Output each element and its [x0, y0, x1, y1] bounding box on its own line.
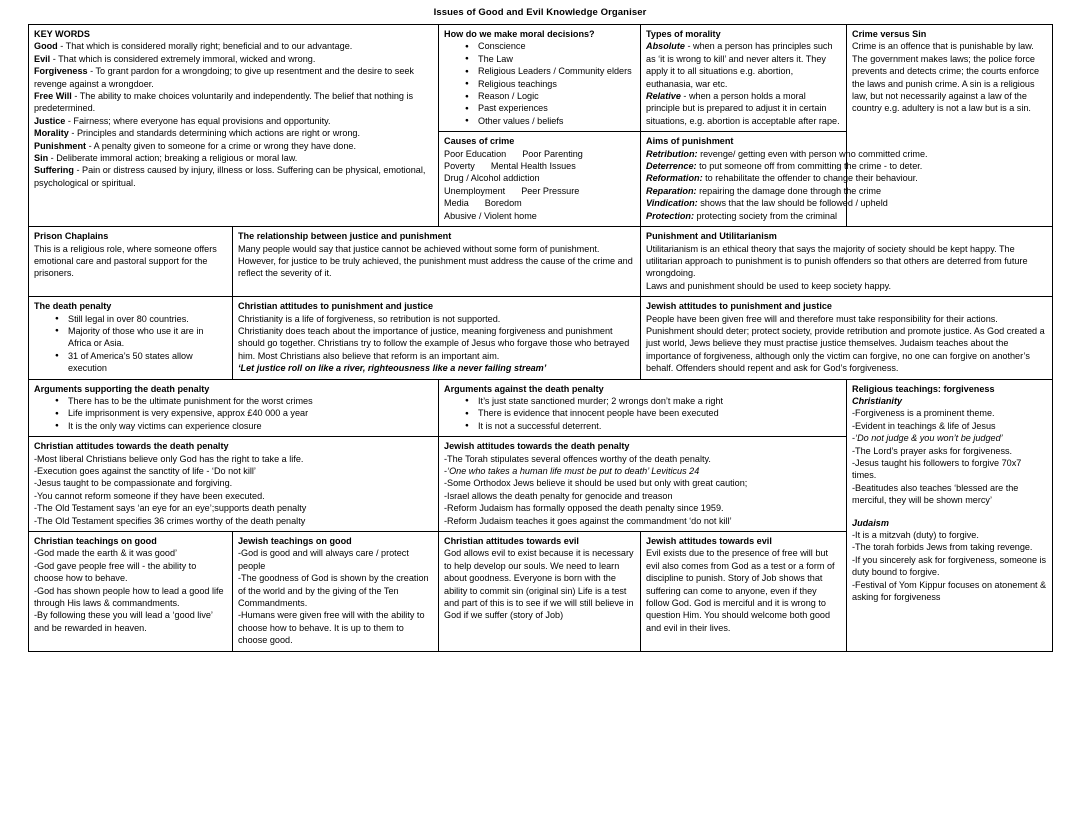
list-item: ● It’s just state sanctioned murder; 2 wrongs don’t make a right — [478, 395, 841, 407]
cause-item: Mental Health Issues — [490, 161, 576, 172]
scripture-quote: ‘Do not judge & you won’t be judged’ — [855, 433, 1003, 444]
list-item — [34, 164, 433, 189]
list-item: -You cannot reform someone if they have been executed. — [34, 490, 265, 501]
key-word-term: Evil — [34, 53, 51, 64]
list-item — [444, 197, 635, 209]
list-item — [34, 127, 433, 139]
list-item: -Festival of Yom Kippur focuses on atonement & asking for forgiveness — [852, 579, 1047, 603]
justice-punishment-body: Many people would say that justice cannot be achieved without some form of punishment. However, for justice to be truly achieved, the punishment must address the cause of the crime and reflect the severity of it. — [238, 243, 633, 279]
list-item: -Jesus taught to be compassionate and forgiving. — [34, 478, 233, 489]
key-word-term: Suffering — [34, 165, 74, 176]
list-item — [444, 172, 635, 184]
arguments-for-heading: Arguments supporting the death penalty — [34, 383, 210, 394]
key-word-term: Good — [34, 41, 58, 52]
crime-versus-sin-heading: Crime versus Sin — [852, 29, 927, 39]
jewish-teachings-good-heading: Jewish teachings on good — [238, 536, 352, 547]
cell-arguments-against-death-penalty — [439, 379, 847, 437]
paragraph: Utilitarianism is an ethical theory that says the majority of society should be kept happy. The utilitarian approach to punishment is to punish offenders so that others are deterred from future wrongdoing. — [646, 243, 1028, 279]
christian-evil-body: God allows evil to exist because it is necessary to help develop our souls. We need to learn about goodness. Everyone is born with the ability to commit sin (original sin) Life is a test and part of this is to see if we will still believe in God if we suffer (story of Job) — [444, 548, 634, 621]
list-item — [444, 148, 635, 160]
quote-dash: - — [444, 466, 448, 476]
list-item: -The Torah stipulates several offences worthy of the death penalty. — [444, 453, 711, 464]
list-item: ● Majority of those who use it are in Africa or Asia. — [68, 325, 227, 350]
relative-text: - when a person holds a moral principle but is prepared to adjust it in certain situations, e.g. abortion is acceptable after rape. — [646, 91, 840, 126]
list-item: -Humans were given free will with the ability to choose how to behave. It is up to them to choose good. — [238, 610, 425, 646]
list-item: ● Past experiences — [478, 102, 635, 114]
cell-arguments-for-death-penalty — [29, 379, 439, 437]
list-item: -Evident in teachings & life of Jesus — [852, 420, 996, 431]
aim-text: revenge/ getting even with person who committed crime. — [697, 148, 928, 159]
causes-of-crime-heading: Causes of crime — [444, 136, 515, 147]
aim-label: Reparation: — [646, 185, 697, 196]
aim-label: Vindication: — [646, 198, 698, 209]
religious-forgiveness-heading: Religious teachings: forgiveness — [852, 383, 995, 394]
cell-jewish-attitudes-death-penalty — [439, 437, 847, 532]
list-item: -The Old Testament specifies 36 crimes worthy of the death penalty — [34, 515, 306, 526]
aim-label: Reformation: — [646, 173, 703, 184]
relative-label: Relative — [646, 91, 681, 102]
key-word-def: - That which is considered extremely immoral, wicked and wrong. — [50, 53, 316, 64]
arguments-for-list — [34, 395, 433, 432]
list-item: -Jesus taught his followers to forgive 70x7 times. — [852, 458, 1022, 481]
list-item: ● Religious Leaders / Community elders — [478, 65, 635, 77]
list-item — [444, 465, 841, 477]
key-word-term: Free Will — [34, 91, 72, 102]
justice-punishment-heading: The relationship between justice and punishment — [238, 231, 452, 242]
list-item: ● The Law — [478, 53, 635, 65]
key-word-def: - Pain or distress caused by injury, illness or loss. Suffering can be physical, emotional, psychological or spiritual. — [34, 165, 426, 188]
jewish-evil-heading: Jewish attitudes towards evil — [646, 536, 772, 547]
key-word-def: - That which is considered morally right; beneficial and to our advantage. — [57, 41, 353, 52]
list-item — [34, 115, 433, 127]
list-item — [34, 53, 433, 65]
table-row — [29, 379, 1053, 437]
cause-item: Poverty — [444, 161, 475, 172]
list-item — [34, 90, 433, 115]
cell-jewish-attitudes-punishment-justice — [641, 297, 1053, 379]
cause-item: Poor Education — [444, 148, 507, 159]
paragraph: Christianity does teach about the importance of justice, meaning forgiveness and punishment should go together. Christians try to follow the example of Jesus who forgave those who betrayed him. Most Christians also believe that reform is an important aim. — [238, 325, 630, 361]
causes-of-crime-list — [444, 148, 635, 222]
cell-causes-of-crime — [439, 132, 641, 227]
aim-text: to rehabilitate the offender to change their behaviour. — [702, 173, 918, 184]
aim-text: repairing the damage done through the crime — [696, 185, 882, 196]
list-item: ● Other values / beliefs — [478, 115, 635, 127]
cell-religious-teachings-forgiveness — [847, 379, 1053, 651]
key-word-def: - To grant pardon for a wrongdoing; to give up resentment and the desire to seek revenge against a wrongdoer. — [34, 66, 414, 89]
list-item — [34, 152, 433, 164]
aim-text: shows that the law should be followed / upheld — [697, 198, 888, 209]
key-word-term: Forgiveness — [34, 66, 88, 77]
organiser-table — [28, 24, 1053, 652]
key-word-def: - The ability to make choices voluntarily and independently. The belief that nothing is predetermined. — [34, 91, 414, 114]
scripture-quote: ‘Let justice roll on like a river, righteousness like a never failing stream’ — [238, 363, 547, 374]
list-item: -Most liberal Christians believe only God has the right to take a life. — [34, 453, 304, 464]
cell-death-penalty-facts — [29, 297, 233, 379]
aim-text: protecting society from the criminal — [694, 210, 838, 221]
scripture-quote: ‘One who takes a human life must be put to death’ Leviticus 24 — [447, 466, 700, 476]
list-item: -Reform Judaism has formally opposed the death penalty since 1959. — [444, 503, 724, 514]
prison-chaplains-heading: Prison Chaplains — [34, 231, 109, 242]
list-item: ● Still legal in over 80 countries. — [68, 313, 227, 325]
list-item — [646, 160, 1047, 172]
list-item: ● There is evidence that innocent people have been executed — [478, 407, 841, 419]
christianity-subheading: Christianity — [852, 395, 903, 406]
list-item: ● Religious teachings — [478, 78, 635, 90]
judaism-subheading: Judaism — [852, 517, 889, 528]
key-word-def: - Fairness; where everyone has equal provisions and opportunity. — [65, 115, 331, 126]
list-item: ● It is the only way victims can experience closure — [68, 420, 433, 432]
cell-christian-teachings-good — [29, 532, 233, 652]
list-item: -Some Orthodox Jews believe it should be used but only with great caution; — [444, 478, 748, 489]
cell-prison-chaplains — [29, 227, 233, 297]
list-item — [646, 172, 1047, 184]
list-item: ● 31 of America’s 50 states allow execution — [68, 350, 227, 375]
list-item: -Beatitudes also teaches ‘blessed are the merciful, they will be shown mercy’ — [852, 482, 1019, 506]
list-item: ● Conscience — [478, 40, 635, 52]
list-item — [646, 185, 1047, 197]
paragraph: Christianity is a life of forgiveness, so retribution is not supported. — [238, 313, 501, 324]
list-item — [34, 140, 433, 152]
cause-item: Poor Parenting — [522, 148, 583, 159]
list-item: -Forgiveness is a prominent theme. — [852, 408, 995, 419]
list-item: -It is a mitzvah (duty) to forgive. — [852, 530, 979, 541]
cause-item: Abusive / Violent home — [444, 210, 537, 221]
table-row — [29, 25, 1053, 132]
aim-label: Retribution: — [646, 148, 698, 159]
key-words-heading: KEY WORDS — [34, 29, 90, 39]
cause-item: Peer Pressure — [521, 185, 580, 196]
cell-moral-decisions — [439, 25, 641, 132]
christian-teachings-good-heading: Christian teachings on good — [34, 536, 157, 547]
list-item: -God gave people free will - the ability to choose how to behave. — [34, 560, 197, 584]
cell-aims-of-punishment — [641, 132, 1053, 227]
christian-death-penalty-heading: Christian attitudes towards the death penalty — [34, 441, 229, 452]
jewish-punishment-justice-body: People have been given free will and therefore must take responsibility for their actions. Punishment should deter; protect society, provide retribution and promote justice. As God created a just world, Jews believe they must practise justice themselves. Judaism teaches about the importance of forgiveness, although only the victim can forgive, no one can forgive on another’s behalf. Offenders should repent and ask for God’s forgiveness. — [646, 313, 1045, 374]
quote-dash: - — [852, 433, 856, 444]
spacer — [852, 507, 1047, 517]
death-penalty-heading: The death penalty — [34, 301, 112, 312]
list-item: -The goodness of God is shown by the creation of the world and by the giving of the Ten Commandments. — [238, 573, 429, 609]
absolute-morality — [646, 40, 841, 90]
list-item: ● Reason / Logic — [478, 90, 635, 102]
list-item — [444, 185, 635, 197]
list-item: -If you sincerely ask for forgiveness, someone is duty bound to forgive. — [852, 554, 1047, 578]
list-item — [444, 210, 635, 222]
cell-punishment-utilitarianism — [641, 227, 1053, 297]
key-word-def: - Deliberate immoral action; breaking a religious or moral law. — [48, 153, 298, 164]
list-item — [646, 197, 1047, 209]
key-word-term: Morality — [34, 128, 69, 139]
jewish-punishment-justice-heading: Jewish attitudes to punishment and justice — [646, 301, 832, 312]
aim-label: Deterrence: — [646, 161, 697, 172]
cell-types-of-morality — [641, 25, 847, 132]
page-title: Issues of Good and Evil Knowledge Organiser — [433, 7, 647, 18]
key-word-term: Punishment — [34, 140, 87, 151]
cause-item: Drug / Alcohol addiction — [444, 173, 540, 184]
jewish-death-penalty-heading: Jewish attitudes towards the death penalty — [444, 441, 630, 452]
list-item — [646, 148, 1047, 160]
list-item: ● Life imprisonment is very expensive, approx £40 000 a year — [68, 407, 433, 419]
list-item: -By following these you will lead a ‘good live’ and be rewarded in heaven. — [34, 610, 213, 633]
key-word-def: - Principles and standards determining which actions are right or wrong. — [68, 128, 361, 139]
moral-decisions-heading: How do we make moral decisions? — [444, 29, 595, 39]
list-item: -God made the earth & it was good’ — [34, 548, 178, 559]
cell-christian-attitudes-death-penalty — [29, 437, 439, 532]
key-word-term: Sin — [34, 153, 49, 164]
prison-chaplains-body: This is a religious role, where someone offers emotional care and pastoral support for the prisoners. — [34, 243, 217, 279]
list-item: -Execution goes against the sanctity of life - ‘Do not kill’ — [34, 466, 256, 476]
aim-label: Protection: — [646, 210, 695, 221]
cause-item: Media — [444, 198, 469, 209]
jewish-evil-body: Evil exists due to the presence of free will but evil also comes from God as a test or a form of discipline to punish. Story of Job shows that suffering can come to anyone, even if they follow God. God is merciful and it is wrong to question Him. You should welcome both good and evil in their lives. — [646, 548, 835, 633]
list-item: -God is good and will always care / protect people — [238, 548, 409, 571]
aims-of-punishment-heading: Aims of punishment — [646, 136, 734, 147]
list-item: -Israel allows the death penalty for genocide and treason — [444, 490, 673, 501]
cell-christian-attitudes-punishment-justice — [233, 297, 641, 379]
list-item — [34, 40, 433, 52]
cell-jewish-teachings-good — [233, 532, 439, 652]
list-item — [34, 65, 433, 90]
list-item — [444, 160, 635, 172]
list-item — [646, 210, 1047, 222]
list-item: -The Lord’s prayer asks for forgiveness. — [852, 445, 1013, 456]
cause-item: Boredom — [484, 198, 522, 209]
relative-morality — [646, 90, 841, 127]
paragraph: Crime is an offence that is punishable by law. — [852, 41, 1034, 52]
cell-justice-punishment-relationship — [233, 227, 641, 297]
aim-text: to put someone off from committing the crime - to deter. — [696, 161, 923, 172]
types-of-morality-heading: Types of morality — [646, 29, 721, 39]
paragraph: Laws and punishment should be used to keep society happy. — [646, 280, 892, 291]
christian-punishment-justice-heading: Christian attitudes to punishment and justice — [238, 301, 434, 312]
list-item: -The Old Testament says ‘an eye for an eye’;supports death penalty — [34, 503, 307, 514]
arguments-against-list — [444, 395, 841, 432]
cell-christian-attitudes-evil — [439, 532, 641, 652]
christian-evil-heading: Christian attitudes towards evil — [444, 536, 579, 547]
key-words-list — [34, 40, 433, 189]
list-item — [852, 432, 1047, 444]
key-word-def: - A penalty given to someone for a crime or wrong they have done. — [86, 140, 356, 151]
cause-item: Unemployment — [444, 185, 506, 196]
list-item: -God has shown people how to lead a good life through His laws & commandments. — [34, 585, 224, 609]
moral-decisions-list — [444, 40, 635, 127]
paragraph: The government makes laws; the police force prevents and detects crime; the courts enforce the laws and punish crime. A sin is a religious law, but not necessarily against a law of the country e.g. adultery is not a law but is a sin. — [852, 53, 1040, 114]
punishment-utilitarianism-heading: Punishment and Utilitarianism — [646, 231, 777, 242]
absolute-label: Absolute — [646, 41, 685, 52]
table-row — [29, 227, 1053, 297]
arguments-against-heading: Arguments against the death penalty — [444, 383, 604, 394]
list-item: ● There has to be the ultimate punishment for the worst crimes — [68, 395, 433, 407]
cell-key-words — [29, 25, 439, 227]
death-penalty-list — [34, 313, 227, 375]
absolute-text: - when a person has principles such as ‘it is wrong to kill’ and never alters it. They apply it to all situations e.g. abortion, euthanasia, war etc. — [646, 41, 833, 89]
list-item: -Reform Judaism teaches it goes against the commandment ‘do not kill’ — [444, 515, 732, 526]
list-item: ● It is not a successful deterrent. — [478, 420, 841, 432]
list-item: -The torah forbids Jews from taking revenge. — [852, 542, 1033, 553]
key-word-term: Justice — [34, 115, 66, 126]
table-row — [29, 297, 1053, 379]
cell-jewish-attitudes-evil — [641, 532, 847, 652]
